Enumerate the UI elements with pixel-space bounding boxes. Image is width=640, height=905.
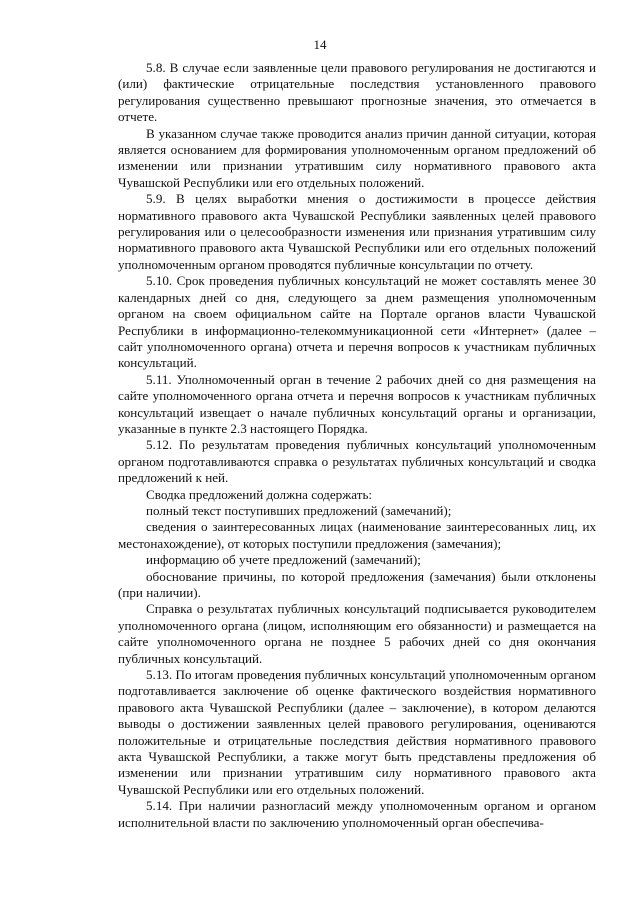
paragraph-analysis: В указанном случае также проводится анализ причин данной ситуации, которая является основанием для формирования уполномоченным органом предложений об изменении или признании утратившим силу нормативного правового акта Чувашской Республики или его отдельных положений. — [118, 125, 596, 190]
paragraph-5-10: 5.10. Срок проведения публичных консультаций не может составлять менее 30 календарных дней со дня, следующего за днем размещения уполномоченным органом на своем официальном сайте на Портале органов власти Чувашской Республики в информационно-телекоммуникационной сети «Интернет» (далее – сайт уполномоченного органа) отчета и перечня вопросов к участникам публичных консультаций. — [118, 273, 596, 371]
paragraph-5-9: 5.9. В целях выработки мнения о достижимости в процессе действия нормативного правового акта Чувашской Республики заявленных целей правового регулирования или о целесообразности изменения или признания утратившим силу нормативного правового акта Чувашской Республики или его отдельных положений уполномоченным органом проводятся публичные консультации по отчету. — [118, 191, 596, 272]
document-body — [118, 60, 596, 831]
paragraph-5-14: 5.14. При наличии разногласий между уполномоченным органом и органом исполнительной власти по заключению уполномоченный орган обеспечива- — [118, 798, 596, 830]
paragraph-summary-item-1: полный текст поступивших предложений (замечаний); — [146, 502, 452, 518]
paragraph-summary-item-2: сведения о заинтересованных лицах (наименование заинтересованных лиц, их местонахождение), от которых поступили предложения (замечания); — [118, 519, 596, 551]
page-number: 14 — [313, 37, 327, 52]
paragraph-5-8: 5.8. В случае если заявленные цели правового регулирования не достигаются и (или) фактические отрицательные последствия установленного правового регулирования существенно превышают прогнозные значения, это отмечается в отчете. — [118, 60, 596, 125]
paragraph-summary-intro: Сводка предложений должна содержать: — [146, 486, 373, 502]
paragraph-summary-item-4: обоснование причины, по которой предложения (замечания) были отклонены (при наличии). — [118, 568, 596, 600]
paragraph-5-11: 5.11. Уполномоченный орган в течение 2 рабочих дней со дня размещения на сайте уполномоченного органа отчета и перечня вопросов к участникам публичных консультаций извещает о начале публичных консультаций органы и организации, указанные в пункте 2.3 настоящего Порядка. — [118, 371, 596, 436]
paragraph-5-13: 5.13. По итогам проведения публичных консультаций уполномоченным органом подготавливается заключение об оценке фактического воздействия нормативного правового акта Чувашской Республики (далее – заключение), в котором делаются выводы о достижении заявленных целей правового регулирования, оцениваются положительные и отрицательные последствия действия нормативного правового акта Чувашской Республики, а также могут быть представлены предложения об изменении или признании утратившим силу нормативного правового акта Чувашской Республики или его отдельных положений. — [118, 667, 596, 797]
paragraph-certificate: Справка о результатах публичных консультаций подписывается руководителем уполномоченного органа (лицом, исполняющим его обязанности) и размещается на сайте уполномоченного органа не позднее 5 рабочих дней со дня окончания публичных консультаций. — [118, 601, 596, 666]
paragraph-5-12: 5.12. По результатам проведения публичных консультаций уполномоченным органом подготавливаются справка о результатах публичных консультаций и сводка предложений к ней. — [118, 437, 596, 486]
paragraph-summary-item-3: информацию об учете предложений (замечаний); — [146, 552, 421, 568]
